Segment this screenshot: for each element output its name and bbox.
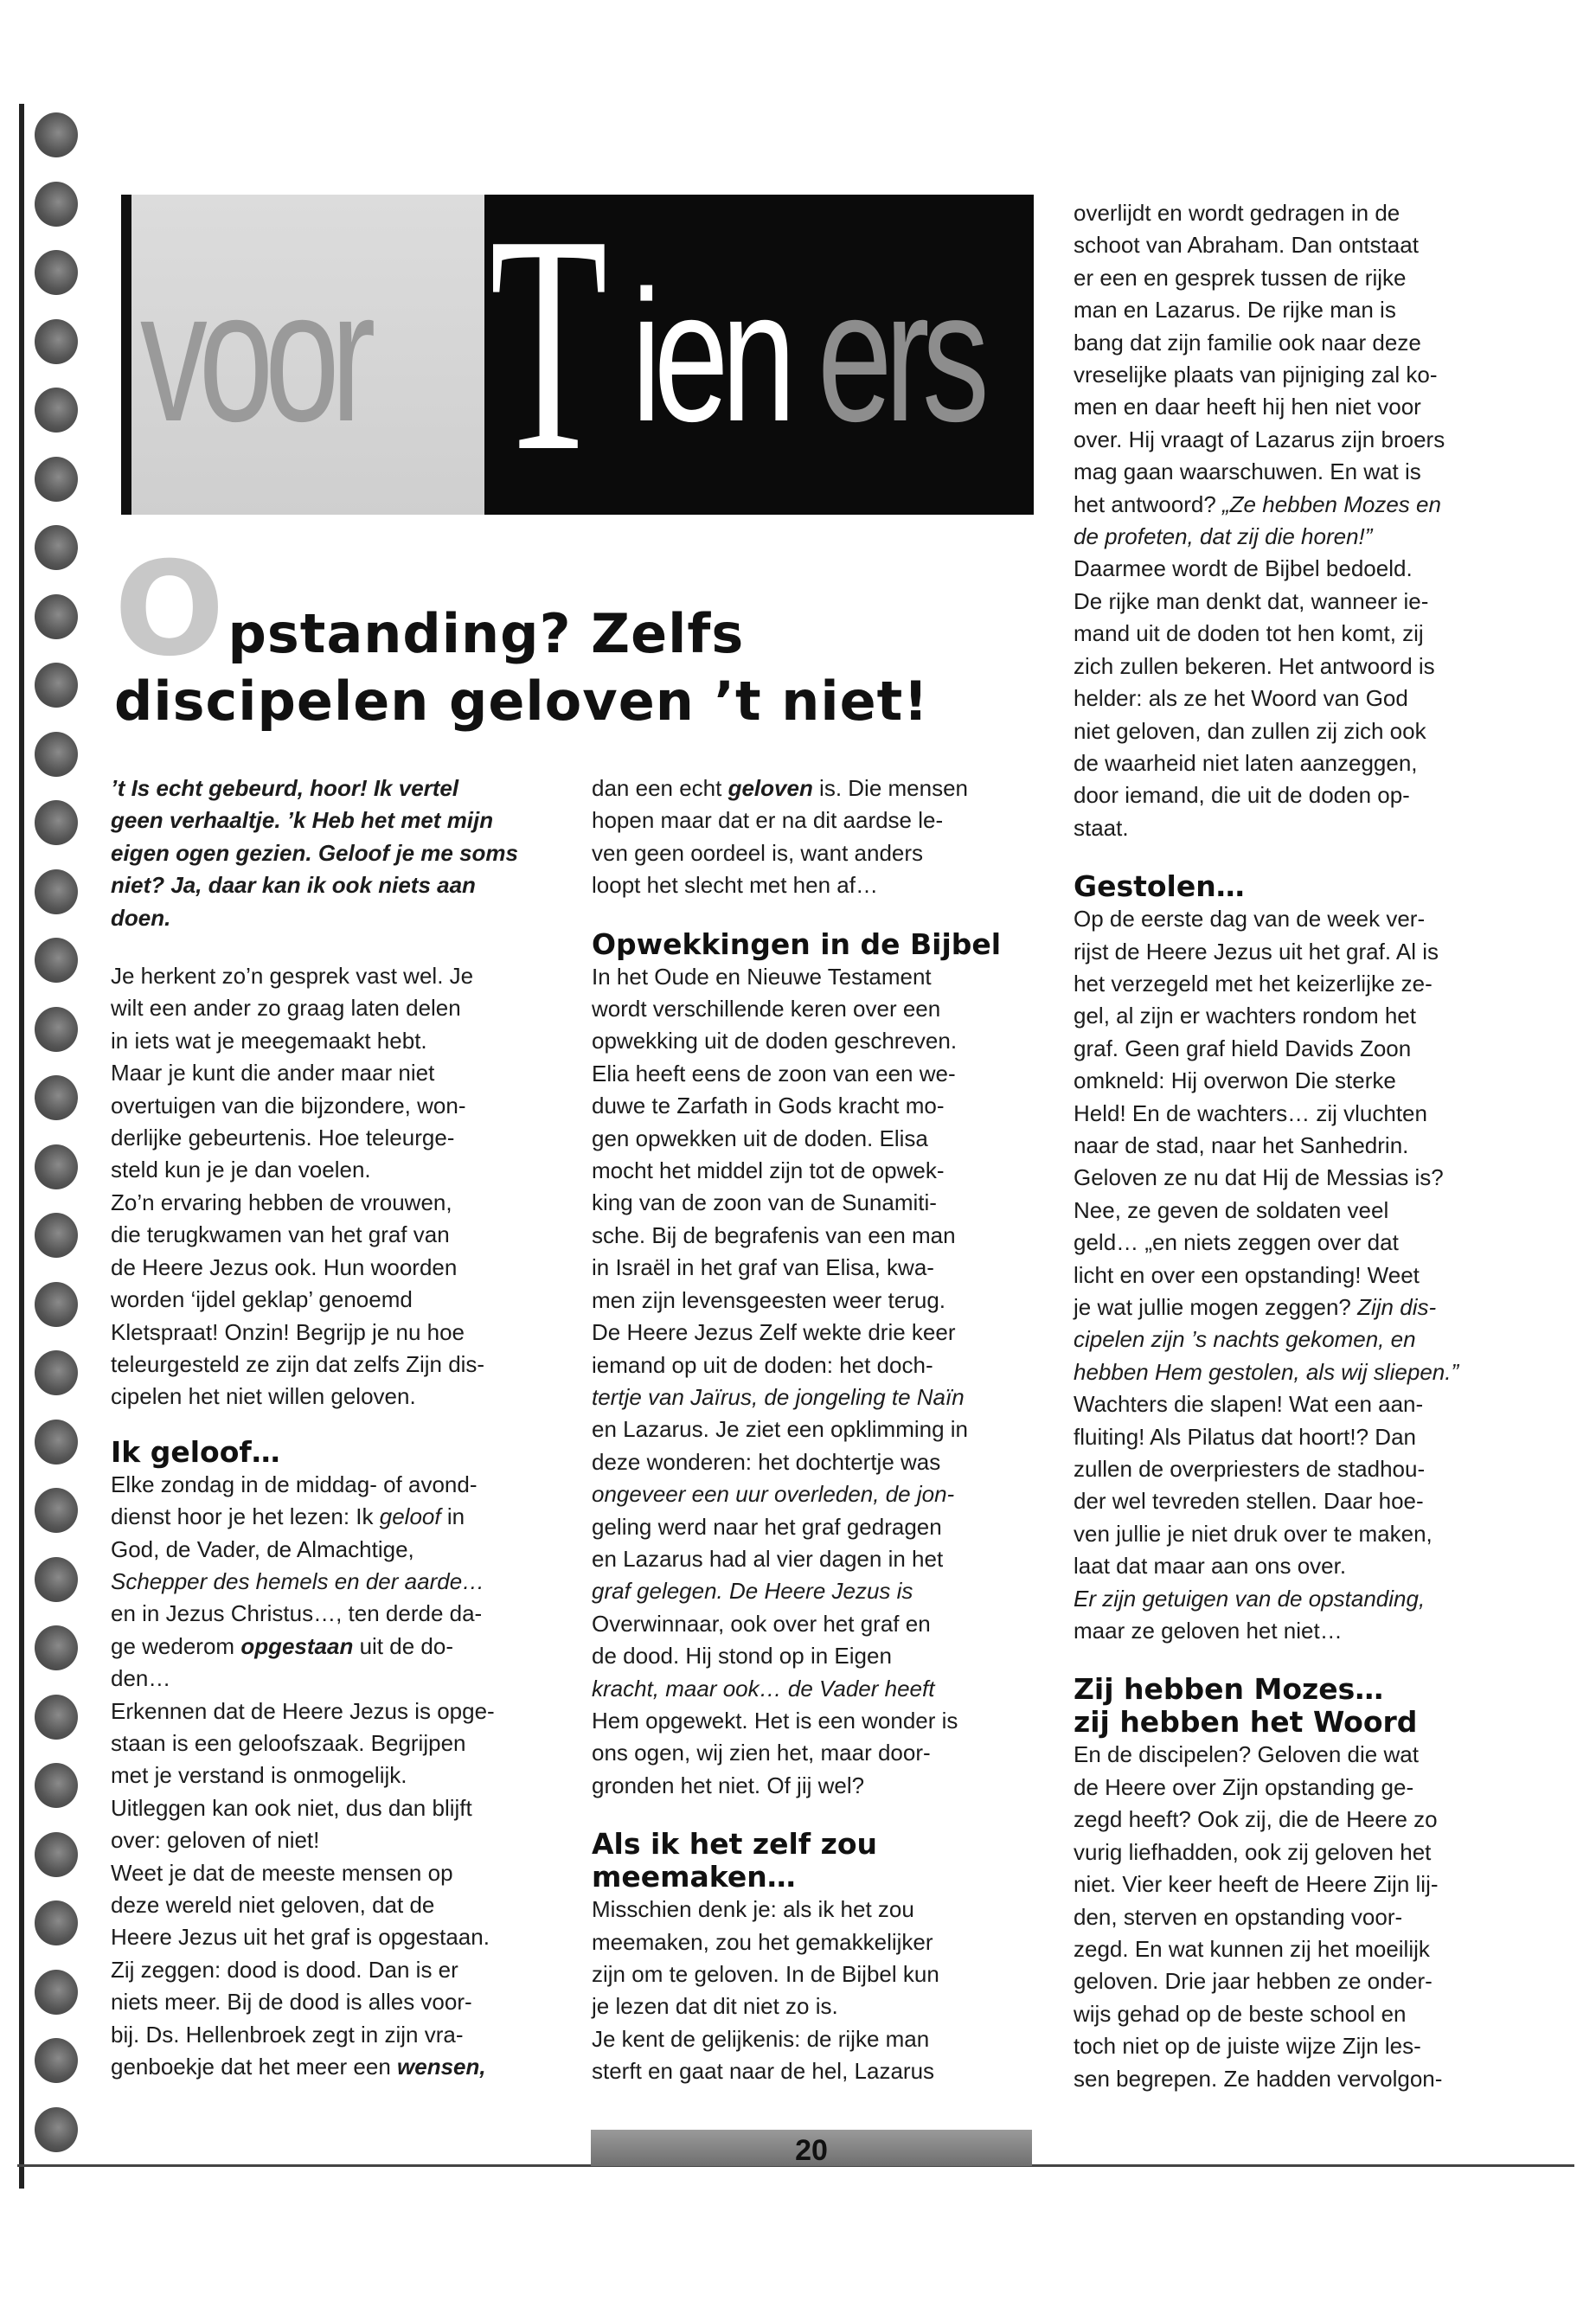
text-line: sterft en gaat naar de hel, Lazarus [592,2058,935,2085]
text-line: cipelen het niet willen geloven. [111,1383,416,1410]
body-paragraph: dan een echt geloven is. Die mensen hopen maar dat er na dit aardse le- ven geen oordeel is, want anders loopt het slecht met hen af… [592,775,969,899]
text-line: graf gelegen. De Heere Jezus is [592,1578,913,1605]
spiral-hole [35,1832,78,1877]
spiral-hole [35,1970,78,2015]
text-line: wilt een ander zo graag laten delen [111,995,461,1022]
text-line: Je herkent zo’n gesprek vast wel. Je [111,963,474,990]
body-paragraph [592,1894,1042,2087]
spiral-hole [35,112,78,157]
text-line: En de discipelen? Geloven die wat [1074,1741,1419,1768]
body-paragraph [1074,1739,1523,2094]
text-line: de Heere over Zijn opstanding ge- [1074,1773,1414,1800]
spiral-hole [35,1282,78,1327]
text-line: de Heere Jezus ook. Hun woorden [111,1253,458,1280]
text-line: wijs gehad op de beste school en [1074,2000,1407,2027]
spiral-hole [35,2038,78,2083]
spiral-hole [35,732,78,777]
spiral-binding [35,112,80,2180]
text-line: meemaken, zou het gemakkelijker [592,1928,933,1955]
body-paragraph: Op de eerste dag van de week ver- rijst de Heere Jezus uit het graf. Al is het verzegeld met het keizerlijke ze- gel, al zijn er wachters rondom het graf. Geen graf hield Davids Zoon omkneld: Hij overwon Die sterke Held! En de wachters… zij vluchten naar de stad, naar het Sanhedrin. Geloven ze nu dat Hij de Messias is? Nee, ze geven de soldaten veel geld… „en niets zeggen over dat licht en over een opstanding! Weet je wat jullie mogen zeggen? Zijn dis- cipelen zijn ’s nachts gekomen, en hebben Hem gestolen, als wij sliepen.” Wachters die slapen! Wat een aan- fluiting! Als Pilatus dat hoort!? Dan zullen de overpriesters de stadhou- der wel tevreden stellen. Daar hoe- ven jullie je niet druk over te maken, laat dat maar aan ons over. Er zijn getuigen van de opstanding, maar ze geloven het niet… [1074,906,1459,1644]
text-line: geloven. Drie jaar hebben ze onder- [1074,1968,1433,1995]
column-1 [111,772,548,2083]
text-line: sche. Bij de begrafenis van een man [592,1221,956,1248]
text-line: in iets wat je meegemaakt hebt. [111,1027,427,1054]
text-line: ’t Is echt gebeurd, hoor! Ik vertel [111,775,459,801]
subheading-gestolen: Gestolen… [1074,869,1245,904]
masthead-t: T [490,170,608,516]
text-line: zijn om te geloven. In de Bijbel kun [592,1961,939,1987]
spiral-hole [35,1900,78,1945]
text-line: ongeveer een uur overleden, de jon- [592,1481,955,1508]
text-line: Elia heeft eens de zoon van een we- [592,1060,956,1086]
text-line: mocht het middel zijn tot de opwek- [592,1157,945,1184]
text-line: toch niet op de juiste wijze Zijn les- [1074,2033,1421,2060]
spiral-hole [35,1075,78,1120]
text-line: zegd heeft? Ook zij, die de Heere zo [1074,1806,1438,1833]
spiral-hole [35,663,78,708]
text-line: sen begrepen. Ze hadden vervolgon- [1074,2065,1443,2092]
spiral-hole [35,1350,78,1395]
text-line: Je kent de gelijkenis: de rijke man [592,2025,930,2052]
text-line: iemand op uit de doden: het doch- [592,1351,933,1378]
text-line: Hem opgewekt. Het is een wonder is [592,1707,958,1734]
spiral-hole [35,594,78,639]
spiral-hole [35,182,78,227]
headline-line-2: discipelen geloven ’t niet! [114,670,929,733]
subheading-als-ik: Als ik het zelf zou meemaken… [592,1827,877,1894]
text-line: tertje van Jaïrus, de jongeling te Naïn [592,1383,965,1410]
article-headline [114,535,1014,734]
spiral-hole [35,1763,78,1808]
spiral-hole [35,1625,78,1670]
text-line: de dood. Hij stond op in Eigen [592,1643,892,1670]
text-line: men zijn levensgeesten weer terug. [592,1286,946,1313]
subheading-zij-hebben: Zij hebben Mozes… zij hebben het Woord [1074,1672,1418,1740]
spiral-hole [35,1420,78,1465]
spiral-hole [35,1695,78,1740]
spiral-hole [35,1213,78,1258]
text-line: Overwinnaar, ook over het graf en [592,1610,931,1637]
text-line: king van de zoon van de Sunamiti- [592,1189,937,1216]
masthead-ien: ien [631,251,789,460]
text-line: je lezen dat dit niet zo is. [592,1993,838,2020]
masthead-logo [121,170,1034,516]
text-line: derlijke gebeurtenis. Hoe teleurge- [111,1125,455,1151]
text-line: niet. Vier keer heeft de Heere Zijn lij- [1074,1871,1439,1898]
text-line: en Lazarus. Je ziet een opklimming in [592,1416,969,1443]
text-line: Kletspraat! Onzin! Begrijp je nu hoe [111,1318,465,1345]
text-line: geen verhaaltje. ’k Heb het met mijn [111,807,494,834]
headline-line-1: pstanding? Zelfs [228,602,745,665]
text-line: teleurgesteld ze zijn dat zelfs Zijn dis- [111,1350,485,1377]
spiral-hole [35,800,78,845]
text-line: niet? Ja, daar kan ik ook niets aan [111,872,476,899]
body-paragraph: overlijdt en wordt gedragen in de schoot van Abraham. Dan ontstaat er een en gesprek tussen de rijke man en Lazarus. De rijke man is bang dat zijn familie ook naar deze vreselijke plaats van pijniging zal ko- men en daar heeft hij hen niet voor over. Hij vraagt of Lazarus zijn broers mag gaan waarschuwen. En wat is het antwoord? „Ze hebben Mozes en de profeten, dat zij die horen!” Daarmee wordt de Bijbel bedoeld. De rijke man denkt dat, wanneer ie- mand uit de doden tot hen komt, zij zich zullen bekeren. Het antwoord is helder: als ze het Woord van God niet geloven, dan zullen zij zich ook de waarheid niet laten aanzeggen, door iemand, die uit de doden op- staat. [1074,200,1445,841]
text-line: den, sterven en opstanding voor- [1074,1903,1403,1930]
text-line: gronden het niet. Of jij wel? [592,1772,865,1798]
text-line: gen opwekken uit de doden. Elisa [592,1125,928,1151]
spiral-hole [35,319,78,364]
spiral-hole [35,1007,78,1052]
body-paragraph [592,961,1042,1803]
text-line: kracht, maar ook… de Vader heeft [592,1675,935,1702]
text-line: De Heere Jezus Zelf wekte drie keer [592,1319,956,1346]
spiral-hole [35,1488,78,1533]
masthead-ers: ers [817,251,983,460]
spiral-hole [35,388,78,433]
text-line: geling werd naar het graf gedragen [592,1513,942,1540]
spiral-hole [35,457,78,502]
text-line: zegd. En wat kunnen zij het moeilijk [1074,1935,1430,1962]
body-paragraph [111,960,548,1413]
text-line: overtuigen van die bijzondere, won- [111,1092,466,1118]
text-line: en Lazarus had al vier dagen in het [592,1545,944,1572]
spiral-hole [35,1557,78,1602]
text-line: vurig liefhadden, ook zij geloven het [1074,1838,1432,1865]
text-line: doen. [111,904,171,931]
subheading-opwekkingen: Opwekkingen in de Bijbel [592,926,1002,961]
subheading-ik-geloof: Ik geloof… [111,1434,280,1469]
text-line: in Israël in het graf van Elisa, kwa- [592,1254,934,1281]
text-line: In het Oude en Nieuwe Testament [592,963,932,990]
text-line: duwe te Zarfath in Gods kracht mo- [592,1093,945,1119]
masthead-voor: voor [140,251,368,460]
page-number: 20 [795,2134,828,2167]
headline-drop-letter: O [114,535,225,685]
text-line: steld kun je je dan voelen. [111,1157,371,1183]
spiral-hole [35,938,78,983]
intro-paragraph [111,772,548,934]
spiral-hole [35,869,78,914]
masthead-bar [121,195,131,515]
column-3 [1074,197,1523,2095]
column-2 [592,772,1042,2088]
text-line: Maar je kunt die ander maar niet [111,1060,435,1086]
text-line: die terugkwamen van het graf van [111,1221,450,1248]
text-line: Misschien denk je: als ik het zou [592,1896,914,1923]
body-paragraph: Elke zondag in de middag- of avond- dienst hoor je het lezen: Ik geloof in God, de Vader, de Almachtige, Schepper des hemels en der aarde… en in Jezus Christus…, ten derde da- ge wederom opgestaan uit de do- den… Erkennen dat de Heere Jezus is opge- staan is een geloofszaak. Begrijpen met je verstand is onmogelijk. Uitleggen kan ook niet, dus dan blijft over: geloven of niet! Weet je dat de meeste mensen op deze wereld niet geloven, dat de Heere Jezus uit het graf is opgestaan. Zij zeggen: dood is dood. Dan is er niets meer. Bij de dood is alles voor- bij. Ds. Hellenbroek zegt in zijn vra- genboekje dat het meer een wensen, [111,1471,495,2080]
page-footer-bar [591,2130,1032,2166]
text-line: worden ‘ijdel geklap’ genoemd [111,1286,413,1313]
text-line: opwekking uit de doden geschreven. [592,1028,958,1054]
binding-rule [19,104,24,2189]
page-edge [0,0,29,2214]
spiral-hole [35,1144,78,1189]
spiral-hole [35,2107,78,2152]
text-line: deze wonderen: het dochtertje was [592,1448,941,1475]
text-line: ons ogen, wij zien het, maar door- [592,1740,931,1766]
spiral-hole [35,525,78,570]
text-line: eigen ogen gezien. Geloof je me soms [111,839,518,866]
text-line: wordt verschillende keren over een [592,996,941,1022]
spiral-hole [35,250,78,295]
text-line: Zo’n ervaring hebben de vrouwen, [111,1189,452,1215]
